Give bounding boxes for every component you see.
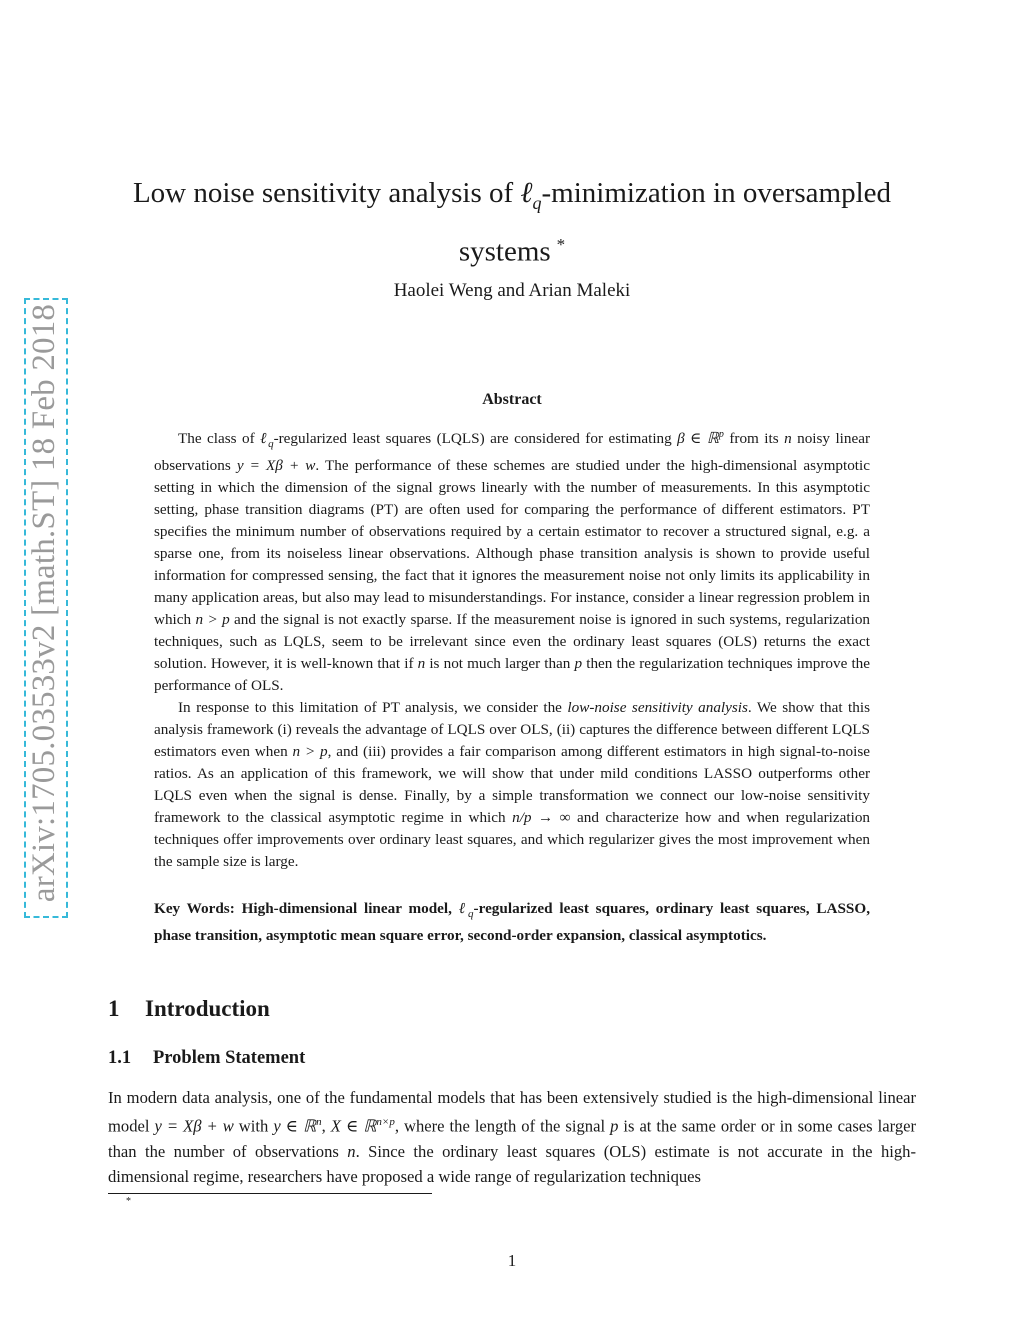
abstract-heading: Abstract bbox=[482, 391, 542, 408]
paper-title: Low noise sensitivity analysis of ℓ$_q$-minimization in oversampled systems * bbox=[132, 177, 892, 268]
subsection-heading: 1.1 Problem Statement bbox=[108, 1048, 306, 1068]
abstract-paragraph-2: In response to this limitation of PT analysis, we consider the low-noise sensitivity analysis. We show that this analysis framework (i) reveals the advantage of LQLS over OLS, (ii) captures the difference between different LQLS estimators even when n > p, and (iii) provides a fair comparison among different estimators in high signal-to-noise ratios. As an application of this framework, we will show that under mild conditions LASSO outperforms other LQLS even when the signal is dense. Finally, by a simple transformation we connect our low-noise sensitivity framework to the classical asymptotic regime in which n/p → ∞ and characterize how and when regularization techniques offer improvements over ordinary least squares, and which regularizer gives the most improvement when the sample size is large. bbox=[154, 699, 871, 871]
section-heading: 1 Introduction bbox=[108, 996, 270, 1021]
page-number: 1 bbox=[507, 1251, 517, 1270]
key-words: Key Words: High-dimensional linear model, ℓ$_q$-regularized least squares, ordinary least squares, LASSO, phase transition, asymptotic mean square error, second-order expansion, classical asymptotics. bbox=[154, 900, 870, 945]
footnote-marker: * bbox=[126, 1196, 131, 1207]
author-list: Haolei Weng and Arian Maleki bbox=[393, 280, 631, 301]
title-footnote-marker[interactable]: * bbox=[556, 234, 566, 254]
arxiv-identifier[interactable]: arXiv:1705.03533v2 [math.ST] 18 Feb 2018 bbox=[26, 303, 62, 903]
intro-paragraph: In modern data analysis, one of the fundamental models that has been extensively studied is the high-dimensional linear model y = Xβ + w with y ∈ ℝ$^n$, X ∈ ℝ$^{n\times p}$, where the length of the signal p is at the same order or in some cases larger than the number of observations n. Since the ordinary least squares (OLS) estimate is not accurate in the high-dimensional regime, researchers have proposed a wide range of regularization techniques bbox=[108, 1088, 917, 1186]
footnote-divider bbox=[108, 1193, 432, 1194]
abstract-body bbox=[154, 424, 870, 873]
abstract-paragraph-1: The class of ℓ$_q$-regularized least squares (LQLS) are considered for estimating β ∈ ℝ$^p$ from its n noisy linear observations y = Xβ + w. The performance of these schemes are studied under the high-dimensional asymptotic setting in which the dimension of the signal grows linearly with the number of measurements. In this asymptotic setting, phase transition diagrams (PT) are often used for comparing the performance of different estimators. PT specifies the minimum number of observations required by a certain estimator to recover a structured signal, e.g. a sparse one, from its noiseless linear observations. Although phase transition analysis is shown to provide useful information for compressed sensing, the fact that it ignores the measurement noise not only limits its applicability in many application areas, but also may lead to misunderstandings. For instance, consider a linear regression problem in which n > p and the signal is not exactly sparse. If the measurement noise is ignored in such systems, regularization techniques, such as LQLS, seem to be irrelevant since even the ordinary least squares (OLS) returns the exact solution. However, it is well-known that if n is not much larger than p then the regularization techniques improve the performance of OLS. bbox=[154, 429, 871, 695]
